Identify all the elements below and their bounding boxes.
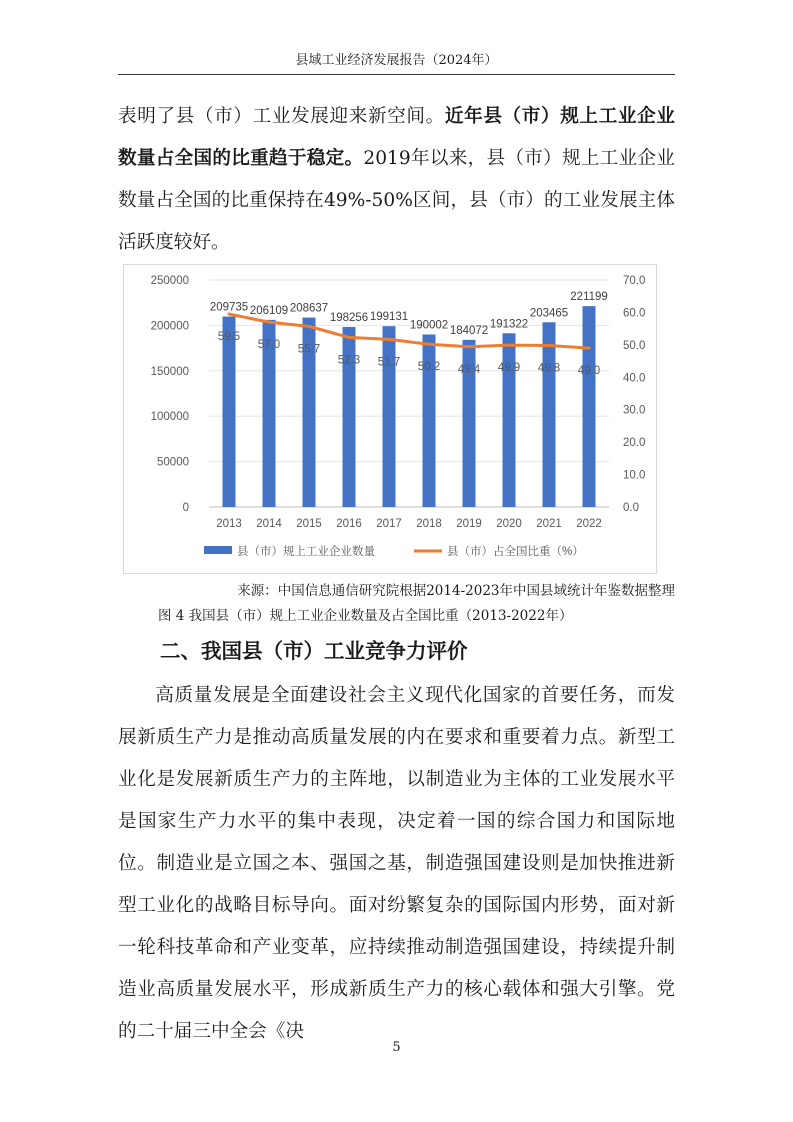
legend-bar-swatch xyxy=(204,546,232,554)
y-right-tick-label: 10.0 xyxy=(623,469,646,482)
bar xyxy=(503,333,516,507)
bar xyxy=(223,317,236,507)
x-tick-label: 2014 xyxy=(256,518,282,530)
legend-bar-label: 县（市）规上工业企业数量 xyxy=(237,546,375,558)
y-right-tick-label: 20.0 xyxy=(623,437,646,450)
intro-sentence-1: 表明了县（市）工业发展迎来新空间。 xyxy=(118,106,445,127)
line-value-label: 57.0 xyxy=(257,339,281,352)
bar-value-label: 208637 xyxy=(289,302,329,315)
bar xyxy=(543,322,556,507)
bar-value-label: 209735 xyxy=(209,301,249,314)
figure-caption: 图 4 我国县（市）规上工业企业数量及占全国比重（2013-2022年） xyxy=(158,608,573,624)
line-value-label: 59.5 xyxy=(217,331,241,344)
line-value-label: 51.7 xyxy=(377,356,401,369)
bar-value-label: 203465 xyxy=(529,307,569,320)
y-right-tick-label: 40.0 xyxy=(623,372,646,385)
bar-value-label: 221199 xyxy=(570,291,608,304)
line-value-label: 50.2 xyxy=(417,361,441,374)
x-tick-label: 2018 xyxy=(416,518,442,530)
bar-value-label: 198256 xyxy=(329,311,369,324)
line-value-label: 55.7 xyxy=(297,343,321,356)
x-tick-label: 2020 xyxy=(496,518,522,530)
y-right-tick-label: 0.0 xyxy=(623,502,639,514)
page-number: 5 xyxy=(392,1040,401,1055)
intro-bold-sentence: 近年县（市）规上工业企业数量占全国的比重趋于稳定。 xyxy=(118,106,675,169)
x-tick-label: 2015 xyxy=(296,518,322,530)
y-left-tick-label: 0 xyxy=(182,502,189,514)
enterprise-count-chart xyxy=(124,265,656,573)
x-tick-label: 2017 xyxy=(376,518,402,530)
bar-value-label: 199131 xyxy=(369,311,409,324)
y-right-tick-label: 30.0 xyxy=(623,404,646,417)
y-left-tick-label: 200000 xyxy=(150,320,189,333)
chart-source-note: 来源：中国信息通信研究院根据2014-2023年中国县域统计年鉴数据整理 xyxy=(237,583,675,599)
line-value-label: 49.4 xyxy=(457,363,481,376)
y-right-tick-label: 50.0 xyxy=(623,339,646,352)
bar-value-label: 184072 xyxy=(449,324,489,337)
line-value-label: 49.9 xyxy=(497,362,521,375)
running-header: 县域工业经济发展报告（2024年） xyxy=(118,48,675,75)
legend-line-label: 县（市）占全国比重（%） xyxy=(447,546,584,558)
y-left-tick-label: 100000 xyxy=(150,411,189,424)
x-tick-label: 2022 xyxy=(576,518,602,530)
line-value-label: 52.3 xyxy=(337,354,361,367)
y-right-tick-label: 60.0 xyxy=(623,307,646,320)
y-right-tick-label: 70.0 xyxy=(623,275,646,287)
x-tick-label: 2013 xyxy=(216,518,242,530)
intro-sentence-3: 2019年以来，县（市）规上工业企业数量占全国的比重保持在49%-50%区间，县（市）的工业发展主体活跃度较好。 xyxy=(118,148,675,253)
x-tick-label: 2021 xyxy=(536,518,562,530)
intro-paragraph xyxy=(118,96,675,264)
bar xyxy=(383,326,396,507)
line-value-label: 49.8 xyxy=(537,362,561,375)
bar-value-label: 191322 xyxy=(489,318,529,331)
section-title: 二、我国县（市）工业竞争力评价 xyxy=(160,639,468,663)
line-value-label: 49.0 xyxy=(577,365,601,378)
x-tick-label: 2019 xyxy=(456,518,482,530)
body-paragraph: 高质量发展是全面建设社会主义现代化国家的首要任务，而发展新质生产力是推动高质量发展的内在要求和重要着力点。新型工业化是发展新质生产力的主阵地，以制造业为主体的工业发展水平是国家生产力水平的集中表现，决定着一国的综合国力和国际地位。制造业是立国之本、强国之基，制造强国建设则是加快推进新型工业化的战略目标导向。面对纷繁复杂的国际国内形势，面对新一轮科技革命和产业变革，应持续推动制造强国建设，持续提升制造业高质量发展水平，形成新质生产力的核心载体和强大引擎。党的二十届三中全会《决 xyxy=(118,685,675,1042)
bar-value-label: 206109 xyxy=(249,304,289,317)
chart-container xyxy=(123,264,657,574)
y-left-tick-label: 250000 xyxy=(150,275,189,287)
y-left-tick-label: 50000 xyxy=(157,456,189,469)
y-left-tick-label: 150000 xyxy=(150,365,189,378)
bar-value-label: 190002 xyxy=(409,319,449,332)
x-tick-label: 2016 xyxy=(336,518,362,530)
bar xyxy=(583,306,596,507)
